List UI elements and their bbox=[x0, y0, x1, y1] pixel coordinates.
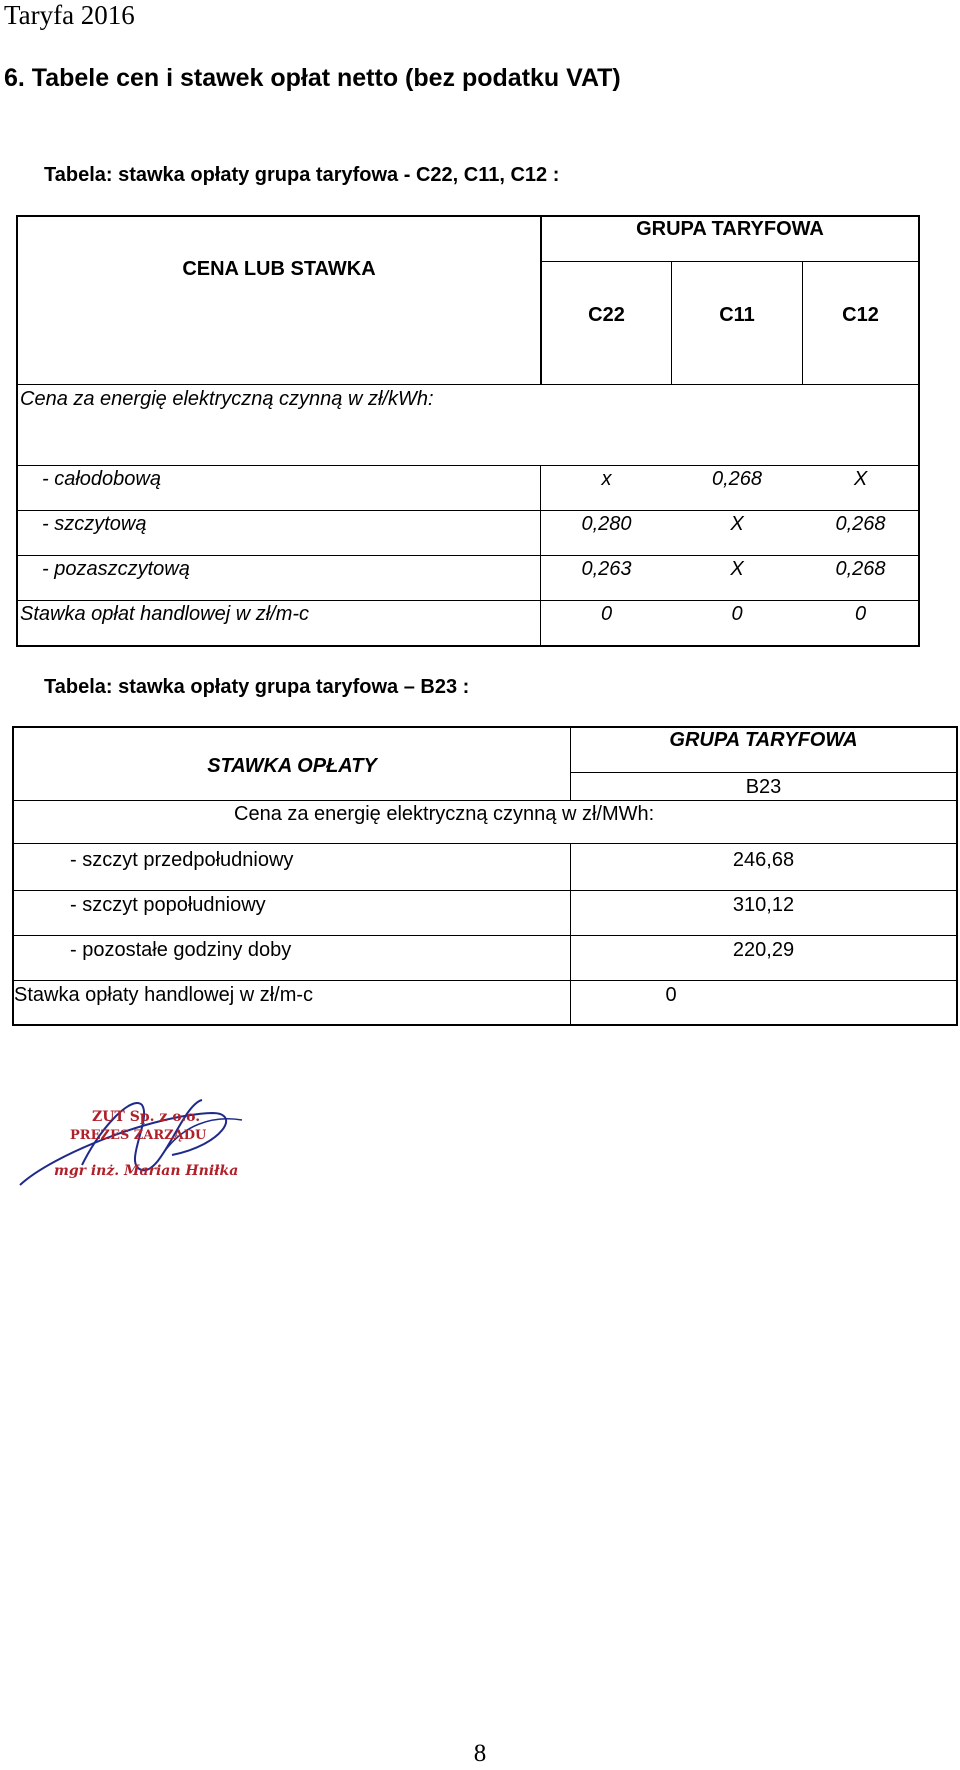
table1-row-label: - szczytową bbox=[42, 513, 147, 535]
table2-head-left: STAWKA OPŁATY bbox=[207, 755, 377, 777]
table1-cell: 0 bbox=[731, 603, 743, 625]
document-header-title: Taryfa 2016 bbox=[4, 0, 135, 30]
table1-cell: x bbox=[601, 468, 612, 490]
page-number: 8 bbox=[473, 1740, 487, 1767]
table1-cell: X bbox=[853, 468, 868, 490]
table1-col-c22: C22 bbox=[588, 304, 625, 326]
table2-col-b23: B23 bbox=[745, 776, 782, 798]
table1-row-label: - całodobową bbox=[42, 468, 161, 490]
section-heading: 6. Tabele cen i stawek opłat netto (bez podatku VAT) bbox=[4, 64, 621, 92]
table2-cell: 220,29 bbox=[732, 939, 795, 961]
stamp-line-1: ZUT Sp. z o.o. bbox=[92, 1109, 201, 1125]
table1-caption: Tabela: stawka opłaty grupa taryfowa - C22, C11, C12 : bbox=[44, 164, 560, 186]
table2-section-label: Cena za energię elektryczną czynną w zł/MWh: bbox=[234, 803, 655, 825]
table2-row-label: Stawka opłaty handlowej w zł/m-c bbox=[14, 984, 314, 1006]
table1-cell: 0,263 bbox=[581, 558, 632, 580]
table1-cell: 0,268 bbox=[835, 513, 886, 535]
stamp-line-3: mgr inż. Marian Hniłka bbox=[54, 1163, 239, 1179]
table2-row-label: - szczyt popołudniowy bbox=[70, 894, 266, 916]
table1-head-group: GRUPA TARYFOWA bbox=[636, 218, 824, 240]
table1-head-left: CENA LUB STAWKA bbox=[182, 258, 376, 280]
table2-head-group: GRUPA TARYFOWA bbox=[669, 729, 858, 751]
table1-section-label: Cena za energię elektryczną czynną w zł/kWh: bbox=[20, 388, 434, 410]
table2-cell: 310,12 bbox=[732, 894, 795, 916]
table1-cell: 0,268 bbox=[711, 468, 763, 490]
table1-cell: 0 bbox=[854, 603, 867, 625]
table1-cell: 0 bbox=[600, 603, 613, 625]
table1-col-c11: C11 bbox=[719, 304, 755, 326]
table2-cell: 246,68 bbox=[732, 849, 795, 871]
table2-cell: 0 bbox=[665, 984, 677, 1006]
stamp-line-2: PREZES ZARZĄDU bbox=[70, 1128, 207, 1143]
table1-row-label: - pozaszczytową bbox=[42, 558, 190, 580]
table1-cell: 0,280 bbox=[581, 513, 632, 535]
company-stamp-signature bbox=[12, 1085, 252, 1195]
table2-row-label: - szczyt przedpołudniowy bbox=[70, 849, 294, 871]
table1-cell: X bbox=[730, 513, 744, 535]
table1-cell: X bbox=[730, 558, 744, 580]
table1-row-label: Stawka opłat handlowej w zł/m-c bbox=[20, 603, 310, 625]
table2-row-label: - pozostałe godziny doby bbox=[70, 939, 292, 961]
table2-caption: Tabela: stawka opłaty grupa taryfowa – B23 : bbox=[44, 676, 470, 698]
table1-cell: 0,268 bbox=[835, 558, 886, 580]
table1-col-c12: C12 bbox=[842, 304, 879, 326]
